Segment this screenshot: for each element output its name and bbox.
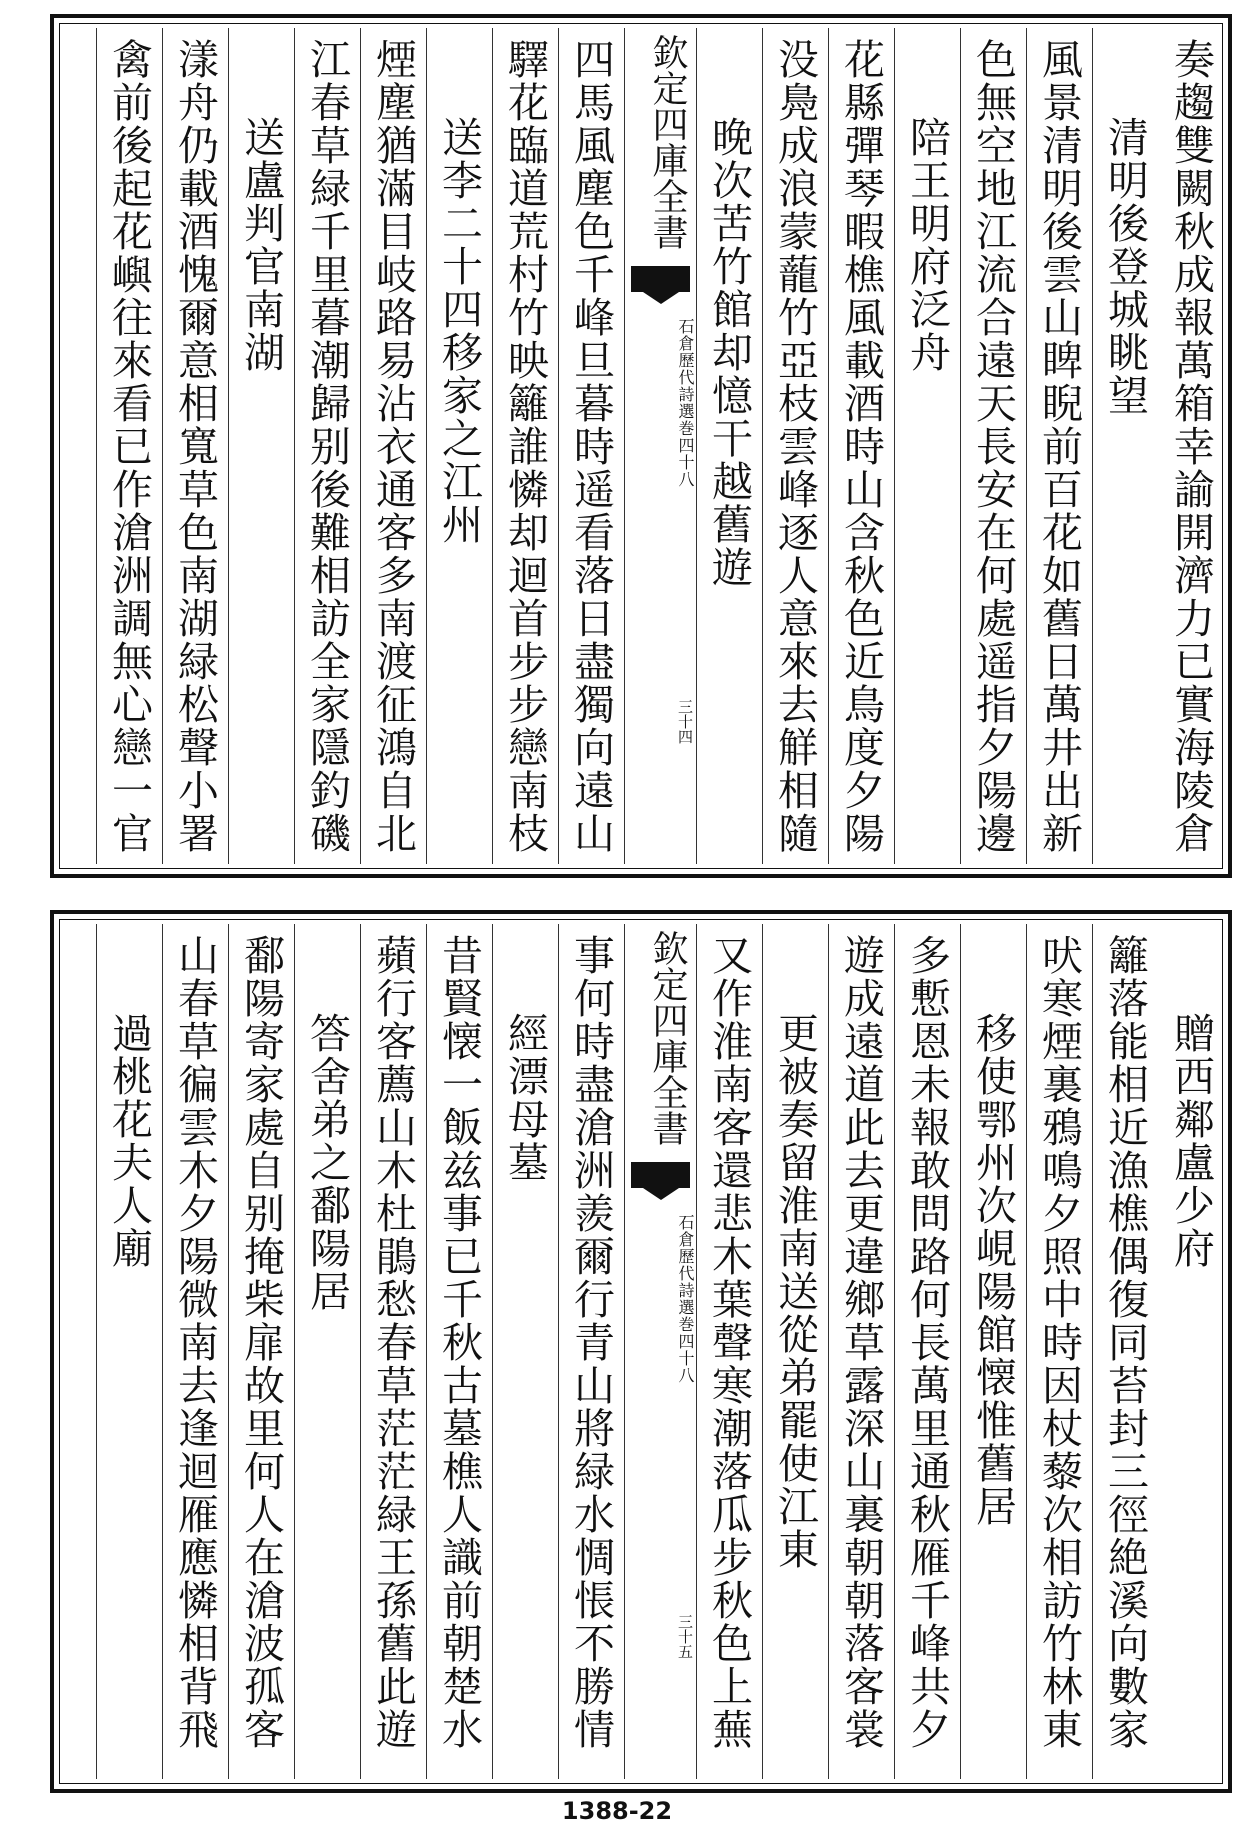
- text-column: [96, 28, 162, 864]
- poem-line: 花縣彈琴暇樵風載酒時山含秋色近鳥度夕陽: [837, 38, 885, 855]
- text-column: [762, 28, 828, 864]
- book-info: [625, 318, 696, 488]
- text-column: [1158, 924, 1224, 1779]
- poem-title: 贈西鄰盧少府: [1167, 1012, 1215, 1270]
- text-column: [558, 924, 624, 1779]
- poem-title: 陪王明府泛舟: [903, 116, 951, 374]
- text-column: [228, 924, 294, 1779]
- poem-title: 送盧判官南湖: [237, 116, 285, 374]
- text-column: [1026, 28, 1092, 864]
- text-column: [960, 924, 1026, 1779]
- poem-line: 遊成遠道此去更違鄉草露深山裏朝朝落客裳: [837, 934, 885, 1751]
- text-column: [162, 924, 228, 1779]
- poem-line: 驛花臨道荒村竹映籬誰憐却迴首步步戀南枝: [501, 38, 549, 855]
- text-column: [162, 28, 228, 864]
- text-column: [828, 28, 894, 864]
- text-column: [294, 28, 360, 864]
- poem-line: 又作淮南客還悲木葉聲寒潮落瓜步秋色上蕪: [705, 934, 753, 1751]
- top-page-frame: [50, 14, 1232, 878]
- text-column: [960, 28, 1026, 864]
- volume-number: 巻四十八: [676, 1316, 695, 1384]
- poem-line: 吠寒煙裏鴉鳴夕照中時因杖藜次相訪竹林東: [1035, 934, 1083, 1751]
- text-column: [492, 28, 558, 864]
- text-column: [696, 28, 762, 864]
- text-column: [1158, 28, 1224, 864]
- poem-line: 漾舟仍載酒愧爾意相寬草色南湖緑松聲小署: [171, 38, 219, 855]
- poem-line: 風景清明後雲山睥睨前百花如舊日萬井出新: [1035, 38, 1083, 855]
- poem-line: 禽前後起花嶼往來看已作滄洲調無心戀一官: [105, 38, 153, 855]
- fish-tail-ornament: [631, 1162, 690, 1188]
- poem-title: 更被奏留淮南送從弟罷使江東: [771, 1012, 819, 1571]
- text-column: [1092, 28, 1158, 864]
- text-column: [558, 28, 624, 864]
- fish-tail-ornament: [631, 266, 690, 292]
- text-column: [894, 924, 960, 1779]
- volume-number: 巻四十八: [676, 420, 695, 488]
- book-header: 欽定四庫全書: [647, 34, 688, 250]
- book-info: [625, 1214, 696, 1384]
- poem-line: 山春草徧雲木夕陽微南去逢迴雁應憐相背飛: [171, 934, 219, 1751]
- text-column: [492, 924, 558, 1779]
- poem-line: 多慙恩未報敢問路何長萬里通秋雁千峰共夕: [903, 934, 951, 1751]
- poem-line: 江春草緑千里暮潮歸别後難相訪全家隱釣磯: [303, 38, 351, 855]
- poem-line: 煙塵猶滿目岐路易沾衣通客多南渡征鴻自北: [369, 38, 417, 855]
- text-column: [1092, 924, 1158, 1779]
- text-column: [360, 924, 426, 1779]
- poem-line: 蘋行客薦山木杜鵑愁春草茫茫緑王孫舊此遊: [369, 934, 417, 1751]
- text-column: [360, 28, 426, 864]
- poem-line: 奏趨雙闕秋成報萬箱幸諭開濟力已實海陵倉: [1167, 38, 1215, 855]
- text-column: [828, 924, 894, 1779]
- poem-line: 没鳧成浪蒙蘢竹亞枝雲峰逐人意來去觧相隨: [771, 38, 819, 855]
- poem-title: 移使鄂州次峴陽館懐惟舊居: [969, 1012, 1017, 1528]
- text-column: [96, 924, 162, 1779]
- book-header: 欽定四庫全書: [647, 930, 688, 1146]
- poem-line: 昔賢懐一飯兹事已千秋古墓樵人識前朝楚水: [435, 934, 483, 1751]
- text-column: [894, 28, 960, 864]
- center-spine-column: [624, 28, 696, 864]
- poem-title: 過桃花夫人廟: [105, 1012, 153, 1270]
- text-column: [1026, 924, 1092, 1779]
- poem-title: 經漂母墓: [501, 1012, 549, 1184]
- poem-line: 籬落能相近漁樵偶復同苔封三徑絶溪向數家: [1101, 934, 1149, 1751]
- text-column: [426, 924, 492, 1779]
- poem-line: 事何時盡滄洲羨爾行青山將緑水惆悵不勝情: [567, 934, 615, 1751]
- poem-line: 色無空地江流合遠天長安在何處遥指夕陽邊: [969, 38, 1017, 855]
- poem-title: 送李二十四移家之江州: [435, 116, 483, 546]
- book-title: 石倉歷代詩選: [676, 318, 695, 420]
- bottom-page-frame: [50, 910, 1232, 1793]
- poem-line: 四馬風塵色千峰旦暮時遥看落日盡獨向遠山: [567, 38, 615, 855]
- text-column: [696, 924, 762, 1779]
- text-column: [294, 924, 360, 1779]
- text-column: [762, 924, 828, 1779]
- poem-title: 晚次苦竹館却憶干越舊遊: [705, 116, 753, 589]
- center-spine-column: [624, 924, 696, 1779]
- page-code: 1388-22: [561, 1797, 673, 1825]
- poem-title: 答舍弟之鄱陽居: [303, 1012, 351, 1313]
- text-column: [426, 28, 492, 864]
- book-title: 石倉歷代詩選: [676, 1214, 695, 1316]
- poem-line: 鄱陽寄家處自别掩柴扉故里何人在滄波孤客: [237, 934, 285, 1751]
- folio-number: 三十四: [676, 699, 694, 744]
- folio-number: 三十五: [676, 1614, 694, 1659]
- poem-title: 清明後登城眺望: [1101, 116, 1149, 417]
- text-column: [228, 28, 294, 864]
